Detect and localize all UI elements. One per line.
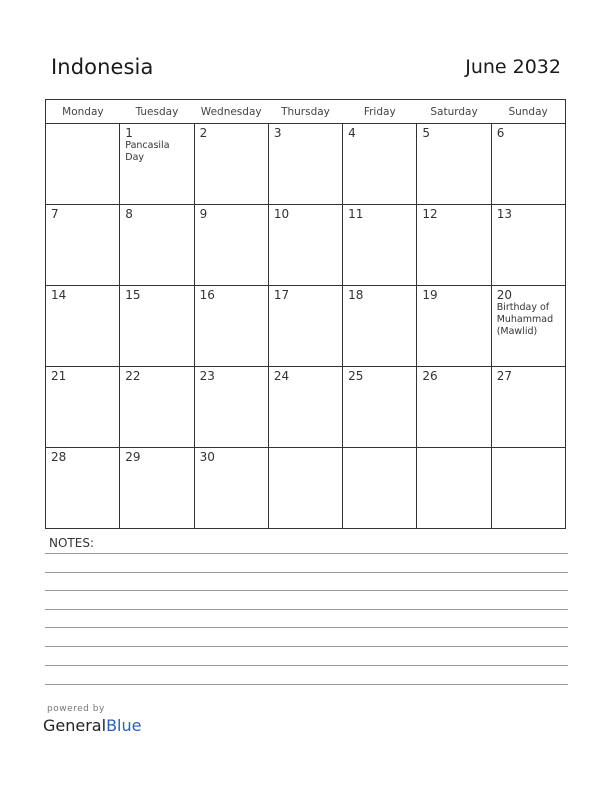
day-cell	[120, 205, 194, 286]
weekday-wednesday: Wednesday	[194, 100, 268, 124]
day-cell	[194, 124, 268, 205]
week-row	[46, 448, 566, 529]
note-line	[45, 572, 568, 573]
note-line	[45, 590, 568, 591]
week-row	[46, 124, 566, 205]
day-number: 15	[125, 288, 141, 302]
day-cell	[417, 286, 491, 367]
day-number: 14	[51, 288, 67, 302]
week-row	[46, 286, 566, 367]
holiday-label: Pancasila Day	[125, 140, 170, 163]
day-cell	[46, 448, 120, 529]
day-number: 13	[496, 207, 512, 221]
note-line	[45, 609, 568, 610]
day-cell	[46, 124, 120, 205]
day-cell	[268, 448, 342, 529]
weekday-sunday: Sunday	[491, 100, 565, 124]
day-number: 25	[348, 369, 364, 383]
day-cell	[194, 205, 268, 286]
day-cell	[268, 367, 342, 448]
brand-part-general: General	[43, 716, 107, 735]
calendar-body	[46, 124, 566, 529]
day-number: 29	[125, 450, 141, 464]
day-number: 9	[199, 207, 208, 221]
weekday-friday: Friday	[343, 100, 417, 124]
day-cell	[343, 367, 417, 448]
day-number: 8	[125, 207, 133, 221]
day-number: 22	[125, 369, 141, 383]
day-number: 4	[348, 126, 356, 140]
week-row	[46, 205, 566, 286]
day-cell	[343, 448, 417, 529]
note-line	[45, 553, 568, 554]
month-title: June 2032	[465, 56, 561, 78]
day-number: 17	[273, 288, 290, 302]
day-number: 2	[199, 126, 208, 140]
day-cell	[46, 367, 120, 448]
day-number: 1	[125, 126, 133, 140]
weekday-thursday: Thursday	[268, 100, 342, 124]
day-number: 19	[422, 288, 438, 302]
day-number: 20	[496, 288, 512, 302]
day-cell	[491, 448, 565, 529]
weekday-monday: Monday	[46, 100, 120, 124]
day-cell	[120, 124, 194, 205]
day-number: 28	[51, 450, 67, 464]
weekday-header-row	[46, 100, 566, 124]
day-cell	[194, 367, 268, 448]
day-cell	[343, 124, 417, 205]
day-cell	[343, 286, 417, 367]
day-cell	[417, 124, 491, 205]
day-number: 24	[273, 369, 290, 383]
day-number: 10	[273, 207, 290, 221]
day-cell	[46, 286, 120, 367]
week-row	[46, 367, 566, 448]
day-number: 11	[348, 207, 364, 221]
note-line	[45, 646, 568, 647]
day-number: 16	[199, 288, 215, 302]
country-title: Indonesia	[51, 55, 154, 79]
day-cell	[491, 205, 565, 286]
day-number: 7	[51, 207, 59, 221]
day-cell	[268, 124, 342, 205]
day-cell	[491, 286, 565, 367]
day-cell	[268, 205, 342, 286]
day-cell	[417, 448, 491, 529]
note-line	[45, 627, 568, 628]
powered-by-text: powered by	[47, 704, 105, 714]
day-number: 30	[199, 450, 215, 464]
weekday-tuesday: Tuesday	[120, 100, 194, 124]
day-cell	[46, 205, 120, 286]
brand-part-blue: Blue	[106, 716, 142, 735]
brand-logo	[43, 716, 141, 735]
day-cell	[491, 367, 565, 448]
calendar-grid	[45, 99, 566, 529]
day-cell	[194, 448, 268, 529]
day-cell	[417, 205, 491, 286]
day-cell	[120, 367, 194, 448]
weekday-saturday: Saturday	[417, 100, 491, 124]
day-cell	[120, 286, 194, 367]
day-cell	[268, 286, 342, 367]
day-cell	[194, 286, 268, 367]
day-number: 6	[496, 126, 505, 140]
holiday-label: Birthday of Muhammad (Mawlid)	[496, 302, 554, 337]
day-number: 21	[51, 369, 67, 383]
notes-label: NOTES:	[49, 536, 94, 550]
day-number: 27	[496, 369, 512, 383]
day-number: 3	[273, 126, 282, 140]
day-cell	[343, 205, 417, 286]
day-cell	[120, 448, 194, 529]
day-number: 12	[422, 207, 438, 221]
day-number: 5	[422, 126, 431, 140]
note-line	[45, 665, 568, 666]
day-number: 26	[422, 369, 438, 383]
note-line	[45, 684, 568, 685]
day-cell	[417, 367, 491, 448]
day-number: 23	[199, 369, 215, 383]
day-number: 18	[348, 288, 364, 302]
day-cell	[491, 124, 565, 205]
